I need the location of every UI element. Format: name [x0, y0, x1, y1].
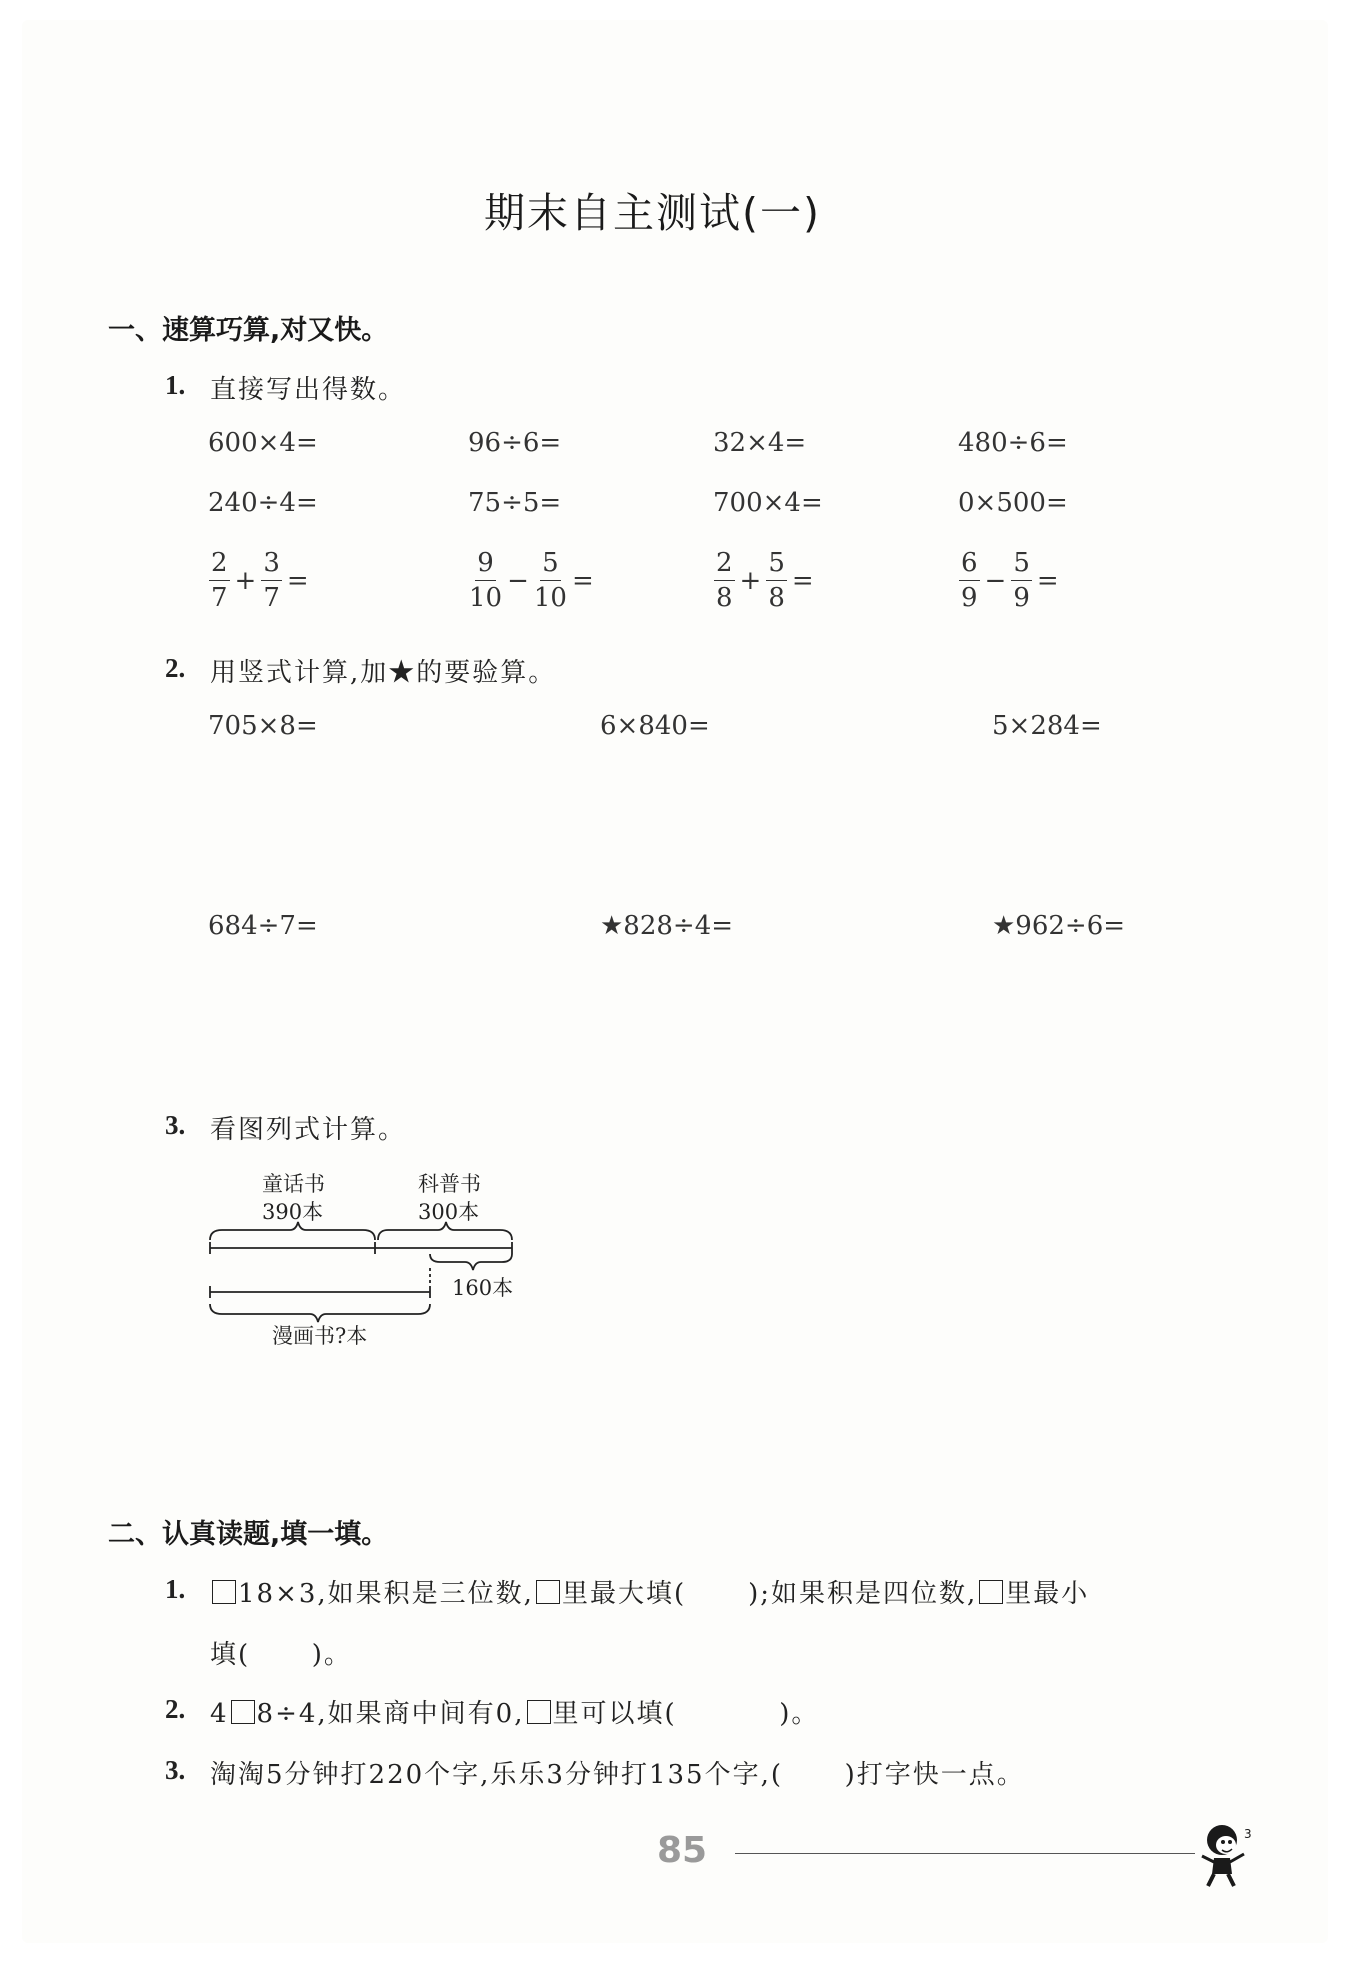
operator: − — [507, 565, 529, 596]
brace-science — [378, 1222, 512, 1240]
exercise: 32×4= — [713, 428, 807, 458]
denominator: 7 — [263, 583, 280, 613]
exercise: 75÷5= — [468, 488, 562, 518]
equals-sign: = — [286, 565, 309, 596]
denominator: 10 — [469, 583, 503, 613]
page-number: 85 — [657, 1830, 708, 1871]
numerator: 5 — [1011, 550, 1032, 581]
brace-difference — [430, 1254, 512, 1270]
numerator: 5 — [766, 550, 787, 581]
exercise: 700×4= — [713, 488, 823, 518]
label-difference: 160本 — [452, 1276, 514, 1300]
fraction-exercise — [208, 550, 313, 611]
exercise: 480÷6= — [958, 428, 1068, 458]
label-science-qty: 300本 — [418, 1200, 480, 1224]
s2-q2-number: 2. — [165, 1694, 186, 1724]
denominator: 8 — [768, 583, 785, 613]
s2-q3-text: 淘淘5分钟打220个字,乐乐3分钟打135个字,( )打字快一点。 — [210, 1760, 1025, 1790]
label-science-books: 科普书 — [418, 1172, 481, 1196]
q3-number: 3. — [165, 1110, 186, 1140]
exercise: 5×284= — [992, 711, 1102, 741]
text-segment: 里最大填( — [561, 1579, 687, 1609]
line-segment-diagram — [200, 1218, 530, 1338]
blank-box — [979, 1580, 1003, 1604]
equals-sign: = — [571, 565, 594, 596]
text-segment: 18×3,如果积是三位数, — [238, 1579, 534, 1609]
s2-q1-text — [210, 1573, 1089, 1610]
s2-q1-line2: 填( )。 — [210, 1640, 352, 1670]
blank-box — [536, 1580, 560, 1604]
s2-q1-number: 1. — [165, 1574, 186, 1604]
fraction-exercise — [713, 550, 818, 611]
numerator: 9 — [475, 550, 496, 581]
text-segment: 里最小 — [1005, 1579, 1090, 1609]
numerator: 5 — [540, 550, 561, 581]
exercise: 0×500= — [958, 488, 1068, 518]
denominator: 9 — [961, 583, 978, 613]
blank-box — [212, 1580, 236, 1604]
exercise: 705×8= — [208, 711, 318, 741]
exercise: ★828÷4= — [600, 911, 734, 941]
label-fairy-tale-books: 童话书 — [262, 1172, 325, 1196]
svg-text:3: 3 — [1244, 1827, 1252, 1841]
equals-sign: = — [791, 565, 814, 596]
fraction-exercise — [958, 550, 1063, 611]
q3-text: 看图列式计算。 — [210, 1115, 407, 1145]
q1-text: 直接写出得数。 — [210, 375, 407, 405]
text-segment: 里可以填( )。 — [552, 1699, 820, 1729]
footer-rule — [735, 1853, 1195, 1854]
q2-text: 用竖式计算,加★的要验算。 — [210, 658, 557, 688]
operator: − — [984, 565, 1007, 596]
exercise: 240÷4= — [208, 488, 318, 518]
exercise: 600×4= — [208, 428, 318, 458]
blank-box — [231, 1700, 255, 1724]
label-fairy-tale-qty: 390本 — [262, 1200, 324, 1224]
exercise: 6×840= — [600, 711, 710, 741]
numerator: 2 — [209, 550, 230, 581]
text-segment: 8÷4,如果商中间有0, — [256, 1699, 525, 1729]
text-segment: );如果积是四位数, — [748, 1579, 978, 1609]
exercise: ★962÷6= — [992, 911, 1126, 941]
exercise: 96÷6= — [468, 428, 562, 458]
operator: + — [234, 565, 257, 596]
q1-number: 1. — [165, 370, 186, 400]
text-segment: 4 — [210, 1699, 229, 1729]
blank-box — [527, 1700, 551, 1724]
exercise: 684÷7= — [208, 911, 318, 941]
numerator: 3 — [261, 550, 282, 581]
numerator: 6 — [959, 550, 980, 581]
denominator: 7 — [211, 583, 228, 613]
s2-q3-number: 3. — [165, 1755, 186, 1785]
fraction-exercise — [468, 550, 598, 611]
denominator: 9 — [1013, 583, 1030, 613]
denominator: 10 — [533, 583, 567, 613]
denominator: 8 — [716, 583, 733, 613]
label-comic-books: 漫画书?本 — [272, 1324, 368, 1348]
equals-sign: = — [1036, 565, 1059, 596]
operator: + — [739, 565, 762, 596]
brace-comic — [210, 1304, 430, 1322]
page-title: 期末自主测试(一) — [484, 189, 821, 237]
section2-heading: 二、认真读题,填一填。 — [108, 1519, 389, 1550]
cartoon-mascot-icon — [1192, 1818, 1264, 1890]
brace-fairy-tale — [210, 1222, 375, 1240]
numerator: 2 — [714, 550, 735, 581]
q2-number: 2. — [165, 653, 186, 683]
section1-heading: 一、速算巧算,对又快。 — [108, 315, 389, 346]
s2-q2-text — [210, 1693, 819, 1730]
